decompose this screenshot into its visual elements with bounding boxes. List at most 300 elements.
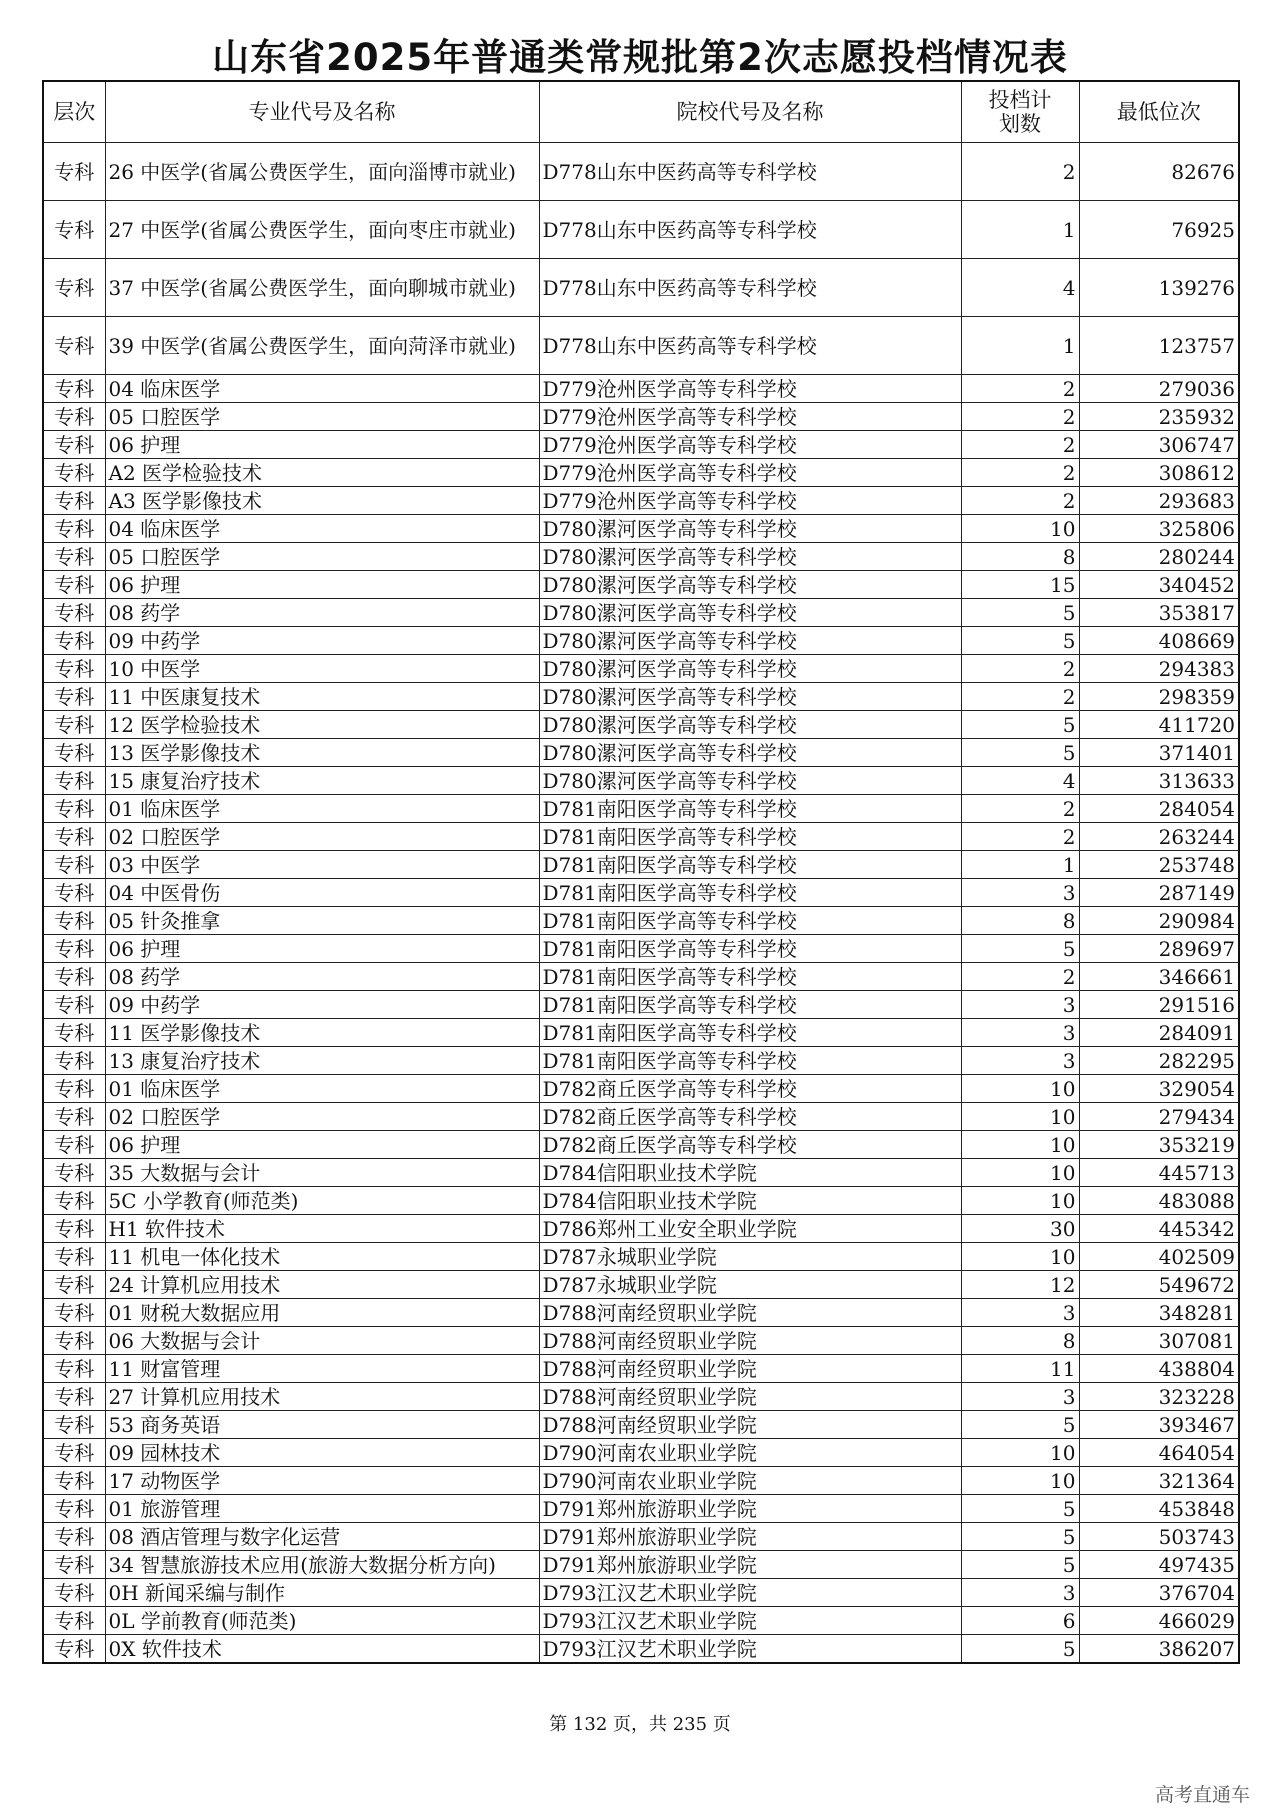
cell-plan: 5	[961, 1411, 1079, 1439]
cell-school: D787永城职业学院	[539, 1243, 961, 1271]
cell-school: D791郑州旅游职业学院	[539, 1551, 961, 1579]
header-major: 专业代号及名称	[105, 81, 539, 143]
cell-rank: 290984	[1079, 907, 1239, 935]
cell-plan: 15	[961, 571, 1079, 599]
cell-school: D780漯河医学高等专科学校	[539, 543, 961, 571]
cell-school: D793江汉艺术职业学院	[539, 1579, 961, 1607]
cell-level: 专科	[43, 851, 105, 879]
cell-rank: 282295	[1079, 1047, 1239, 1075]
cell-major: 06 护理	[105, 571, 539, 599]
cell-rank: 323228	[1079, 1383, 1239, 1411]
cell-rank: 280244	[1079, 543, 1239, 571]
cell-major: 15 康复治疗技术	[105, 767, 539, 795]
table-row	[43, 823, 1239, 851]
table-row	[43, 1187, 1239, 1215]
table-header-row	[43, 81, 1239, 143]
cell-plan: 3	[961, 879, 1079, 907]
cell-rank: 445342	[1079, 1215, 1239, 1243]
table-row	[43, 1383, 1239, 1411]
cell-rank: 279036	[1079, 375, 1239, 403]
cell-major: 39 中医学(省属公费医学生，面向菏泽市就业)	[105, 317, 539, 375]
cell-major: 06 护理	[105, 1131, 539, 1159]
cell-school: D781南阳医学高等专科学校	[539, 851, 961, 879]
cell-school: D781南阳医学高等专科学校	[539, 879, 961, 907]
cell-major: 01 临床医学	[105, 1075, 539, 1103]
table-row	[43, 767, 1239, 795]
cell-level: 专科	[43, 963, 105, 991]
cell-level: 专科	[43, 1635, 105, 1664]
cell-rank: 549672	[1079, 1271, 1239, 1299]
cell-rank: 393467	[1079, 1411, 1239, 1439]
cell-major: 27 中医学(省属公费医学生，面向枣庄市就业)	[105, 201, 539, 259]
cell-rank: 291516	[1079, 991, 1239, 1019]
cell-level: 专科	[43, 1495, 105, 1523]
cell-plan: 2	[961, 795, 1079, 823]
cell-rank: 408669	[1079, 627, 1239, 655]
cell-rank: 82676	[1079, 143, 1239, 201]
cell-school: D780漯河医学高等专科学校	[539, 739, 961, 767]
cell-school: D793江汉艺术职业学院	[539, 1635, 961, 1664]
cell-plan: 2	[961, 655, 1079, 683]
cell-plan: 3	[961, 1579, 1079, 1607]
cell-rank: 308612	[1079, 459, 1239, 487]
cell-plan: 5	[961, 739, 1079, 767]
table-row	[43, 487, 1239, 515]
cell-rank: 445713	[1079, 1159, 1239, 1187]
cell-level: 专科	[43, 1187, 105, 1215]
cell-school: D793江汉艺术职业学院	[539, 1607, 961, 1635]
table-row	[43, 1467, 1239, 1495]
cell-school: D781南阳医学高等专科学校	[539, 991, 961, 1019]
cell-major: 02 口腔医学	[105, 823, 539, 851]
cell-plan: 1	[961, 201, 1079, 259]
watermark: 高考直通车	[1154, 1784, 1250, 1806]
cell-major: 01 财税大数据应用	[105, 1299, 539, 1327]
cell-school: D780漯河医学高等专科学校	[539, 627, 961, 655]
page-title: 山东省2025年普通类常规批第2次志愿投档情况表	[212, 36, 1068, 79]
cell-major: 11 医学影像技术	[105, 1019, 539, 1047]
cell-level: 专科	[43, 143, 105, 201]
table-row	[43, 935, 1239, 963]
cell-level: 专科	[43, 1579, 105, 1607]
cell-major: 08 酒店管理与数字化运营	[105, 1523, 539, 1551]
cell-major: 01 旅游管理	[105, 1495, 539, 1523]
cell-school: D788河南经贸职业学院	[539, 1383, 961, 1411]
cell-plan: 4	[961, 259, 1079, 317]
table-row	[43, 143, 1239, 201]
table-row	[43, 1551, 1239, 1579]
cell-school: D779沧州医学高等专科学校	[539, 459, 961, 487]
cell-level: 专科	[43, 317, 105, 375]
table-row	[43, 963, 1239, 991]
cell-school: D786郑州工业安全职业学院	[539, 1215, 961, 1243]
cell-rank: 353817	[1079, 599, 1239, 627]
table-row	[43, 1075, 1239, 1103]
admission-table	[42, 80, 1240, 1664]
table-row	[43, 1103, 1239, 1131]
cell-school: D782商丘医学高等专科学校	[539, 1075, 961, 1103]
cell-plan: 10	[961, 1103, 1079, 1131]
table-row	[43, 1299, 1239, 1327]
cell-rank: 289697	[1079, 935, 1239, 963]
cell-school: D780漯河医学高等专科学校	[539, 515, 961, 543]
cell-rank: 294383	[1079, 655, 1239, 683]
cell-plan: 5	[961, 1635, 1079, 1664]
table-row	[43, 1327, 1239, 1355]
table-row	[43, 1271, 1239, 1299]
cell-plan: 3	[961, 1383, 1079, 1411]
cell-plan: 2	[961, 963, 1079, 991]
table-row	[43, 1047, 1239, 1075]
cell-level: 专科	[43, 1299, 105, 1327]
cell-level: 专科	[43, 1467, 105, 1495]
cell-school: D790河南农业职业学院	[539, 1439, 961, 1467]
cell-rank: 466029	[1079, 1607, 1239, 1635]
table-row	[43, 1635, 1239, 1664]
header-level: 层次	[43, 81, 105, 143]
cell-level: 专科	[43, 1131, 105, 1159]
cell-school: D778山东中医药高等专科学校	[539, 201, 961, 259]
table-row	[43, 1579, 1239, 1607]
cell-school: D788河南经贸职业学院	[539, 1327, 961, 1355]
cell-rank: 139276	[1079, 259, 1239, 317]
table-row	[43, 431, 1239, 459]
cell-school: D781南阳医学高等专科学校	[539, 795, 961, 823]
cell-level: 专科	[43, 1411, 105, 1439]
cell-plan: 10	[961, 515, 1079, 543]
cell-school: D778山东中医药高等专科学校	[539, 143, 961, 201]
cell-school: D784信阳职业技术学院	[539, 1187, 961, 1215]
cell-level: 专科	[43, 627, 105, 655]
cell-plan: 3	[961, 1019, 1079, 1047]
table-row	[43, 627, 1239, 655]
cell-major: 11 中医康复技术	[105, 683, 539, 711]
cell-plan: 2	[961, 431, 1079, 459]
cell-plan: 2	[961, 375, 1079, 403]
cell-level: 专科	[43, 1243, 105, 1271]
table-row	[43, 375, 1239, 403]
header-school: 院校代号及名称	[539, 81, 961, 143]
cell-major: 13 康复治疗技术	[105, 1047, 539, 1075]
cell-plan: 5	[961, 1523, 1079, 1551]
cell-rank: 483088	[1079, 1187, 1239, 1215]
cell-plan: 5	[961, 711, 1079, 739]
cell-rank: 298359	[1079, 683, 1239, 711]
cell-school: D791郑州旅游职业学院	[539, 1523, 961, 1551]
cell-plan: 10	[961, 1187, 1079, 1215]
cell-school: D790河南农业职业学院	[539, 1467, 961, 1495]
cell-major: 01 临床医学	[105, 795, 539, 823]
cell-level: 专科	[43, 879, 105, 907]
cell-major: 0L 学前教育(师范类)	[105, 1607, 539, 1635]
cell-level: 专科	[43, 201, 105, 259]
cell-school: D781南阳医学高等专科学校	[539, 823, 961, 851]
cell-rank: 438804	[1079, 1355, 1239, 1383]
cell-school: D781南阳医学高等专科学校	[539, 1019, 961, 1047]
cell-level: 专科	[43, 739, 105, 767]
cell-rank: 76925	[1079, 201, 1239, 259]
cell-plan: 4	[961, 767, 1079, 795]
cell-rank: 411720	[1079, 711, 1239, 739]
cell-school: D780漯河医学高等专科学校	[539, 711, 961, 739]
cell-plan: 2	[961, 143, 1079, 201]
cell-major: 35 大数据与会计	[105, 1159, 539, 1187]
cell-level: 专科	[43, 515, 105, 543]
table-row	[43, 259, 1239, 317]
cell-level: 专科	[43, 823, 105, 851]
cell-plan: 11	[961, 1355, 1079, 1383]
cell-major: 05 口腔医学	[105, 403, 539, 431]
cell-plan: 8	[961, 907, 1079, 935]
cell-level: 专科	[43, 1439, 105, 1467]
cell-level: 专科	[43, 431, 105, 459]
cell-rank: 287149	[1079, 879, 1239, 907]
cell-rank: 306747	[1079, 431, 1239, 459]
header-rank: 最低位次	[1079, 81, 1239, 143]
table-row	[43, 1243, 1239, 1271]
cell-major: 04 中医骨伤	[105, 879, 539, 907]
cell-school: D781南阳医学高等专科学校	[539, 907, 961, 935]
cell-level: 专科	[43, 571, 105, 599]
cell-school: D788河南经贸职业学院	[539, 1411, 961, 1439]
cell-level: 专科	[43, 1271, 105, 1299]
table-row	[43, 851, 1239, 879]
cell-rank: 503743	[1079, 1523, 1239, 1551]
cell-plan: 2	[961, 459, 1079, 487]
cell-school: D778山东中医药高等专科学校	[539, 259, 961, 317]
cell-level: 专科	[43, 767, 105, 795]
cell-plan: 10	[961, 1439, 1079, 1467]
cell-plan: 3	[961, 1299, 1079, 1327]
cell-school: D781南阳医学高等专科学校	[539, 963, 961, 991]
cell-major: A3 医学影像技术	[105, 487, 539, 515]
cell-rank: 325806	[1079, 515, 1239, 543]
cell-rank: 321364	[1079, 1467, 1239, 1495]
cell-major: H1 软件技术	[105, 1215, 539, 1243]
cell-major: 26 中医学(省属公费医学生，面向淄博市就业)	[105, 143, 539, 201]
cell-major: 11 机电一体化技术	[105, 1243, 539, 1271]
cell-rank: 313633	[1079, 767, 1239, 795]
cell-level: 专科	[43, 1383, 105, 1411]
cell-level: 专科	[43, 487, 105, 515]
table-row	[43, 201, 1239, 259]
table-body	[43, 143, 1239, 1664]
cell-major: 05 口腔医学	[105, 543, 539, 571]
table-row	[43, 515, 1239, 543]
table-row	[43, 683, 1239, 711]
table-row	[43, 1159, 1239, 1187]
cell-major: 08 药学	[105, 963, 539, 991]
cell-major: 08 药学	[105, 599, 539, 627]
cell-plan: 2	[961, 823, 1079, 851]
cell-rank: 386207	[1079, 1635, 1239, 1664]
table-row	[43, 711, 1239, 739]
table-row	[43, 599, 1239, 627]
cell-major: 17 动物医学	[105, 1467, 539, 1495]
cell-school: D791郑州旅游职业学院	[539, 1495, 961, 1523]
cell-rank: 293683	[1079, 487, 1239, 515]
cell-school: D779沧州医学高等专科学校	[539, 403, 961, 431]
header-plan: 投档计划数	[961, 81, 1079, 143]
cell-rank: 497435	[1079, 1551, 1239, 1579]
cell-level: 专科	[43, 1215, 105, 1243]
cell-plan: 5	[961, 1495, 1079, 1523]
cell-school: D780漯河医学高等专科学校	[539, 599, 961, 627]
cell-major: 06 大数据与会计	[105, 1327, 539, 1355]
cell-level: 专科	[43, 543, 105, 571]
cell-major: 37 中医学(省属公费医学生，面向聊城市就业)	[105, 259, 539, 317]
cell-rank: 346661	[1079, 963, 1239, 991]
cell-school: D779沧州医学高等专科学校	[539, 487, 961, 515]
cell-plan: 8	[961, 1327, 1079, 1355]
cell-plan: 5	[961, 599, 1079, 627]
cell-rank: 402509	[1079, 1243, 1239, 1271]
cell-rank: 464054	[1079, 1439, 1239, 1467]
cell-level: 专科	[43, 711, 105, 739]
cell-level: 专科	[43, 1019, 105, 1047]
cell-school: D779沧州医学高等专科学校	[539, 431, 961, 459]
cell-plan: 1	[961, 851, 1079, 879]
cell-school: D780漯河医学高等专科学校	[539, 683, 961, 711]
cell-rank: 307081	[1079, 1327, 1239, 1355]
cell-school: D781南阳医学高等专科学校	[539, 1047, 961, 1075]
cell-major: 5C 小学教育(师范类)	[105, 1187, 539, 1215]
table-row	[43, 1439, 1239, 1467]
table-row	[43, 1607, 1239, 1635]
cell-level: 专科	[43, 1327, 105, 1355]
cell-major: 09 园林技术	[105, 1439, 539, 1467]
cell-plan: 2	[961, 683, 1079, 711]
table-row	[43, 571, 1239, 599]
cell-plan: 10	[961, 1467, 1079, 1495]
cell-school: D781南阳医学高等专科学校	[539, 935, 961, 963]
cell-school: D788河南经贸职业学院	[539, 1299, 961, 1327]
cell-level: 专科	[43, 935, 105, 963]
cell-plan: 3	[961, 991, 1079, 1019]
cell-rank: 371401	[1079, 739, 1239, 767]
cell-rank: 329054	[1079, 1075, 1239, 1103]
cell-level: 专科	[43, 1103, 105, 1131]
cell-plan: 30	[961, 1215, 1079, 1243]
table-row	[43, 879, 1239, 907]
cell-rank: 284054	[1079, 795, 1239, 823]
table-row	[43, 1411, 1239, 1439]
cell-rank: 279434	[1079, 1103, 1239, 1131]
table-row	[43, 543, 1239, 571]
cell-school: D787永城职业学院	[539, 1271, 961, 1299]
cell-level: 专科	[43, 459, 105, 487]
cell-plan: 10	[961, 1075, 1079, 1103]
page-footer: 第 132 页，共 235 页	[549, 1714, 731, 1735]
cell-major: 10 中医学	[105, 655, 539, 683]
cell-rank: 348281	[1079, 1299, 1239, 1327]
table-row	[43, 907, 1239, 935]
cell-major: 09 中药学	[105, 627, 539, 655]
table-row	[43, 1019, 1239, 1047]
cell-plan: 2	[961, 403, 1079, 431]
cell-school: D788河南经贸职业学院	[539, 1355, 961, 1383]
table-row	[43, 403, 1239, 431]
cell-rank: 353219	[1079, 1131, 1239, 1159]
cell-major: 02 口腔医学	[105, 1103, 539, 1131]
cell-level: 专科	[43, 403, 105, 431]
cell-school: D780漯河医学高等专科学校	[539, 767, 961, 795]
cell-rank: 253748	[1079, 851, 1239, 879]
table-row	[43, 739, 1239, 767]
cell-school: D784信阳职业技术学院	[539, 1159, 961, 1187]
cell-plan: 10	[961, 1131, 1079, 1159]
cell-major: 03 中医学	[105, 851, 539, 879]
cell-level: 专科	[43, 991, 105, 1019]
cell-major: 06 护理	[105, 431, 539, 459]
cell-school: D778山东中医药高等专科学校	[539, 317, 961, 375]
cell-level: 专科	[43, 795, 105, 823]
cell-school: D782商丘医学高等专科学校	[539, 1103, 961, 1131]
cell-plan: 12	[961, 1271, 1079, 1299]
cell-plan: 3	[961, 1047, 1079, 1075]
table-row	[43, 1215, 1239, 1243]
cell-level: 专科	[43, 259, 105, 317]
cell-rank: 123757	[1079, 317, 1239, 375]
cell-plan: 10	[961, 1159, 1079, 1187]
table-row	[43, 1355, 1239, 1383]
table-row	[43, 459, 1239, 487]
cell-major: 27 计算机应用技术	[105, 1383, 539, 1411]
cell-major: 06 护理	[105, 935, 539, 963]
cell-plan: 8	[961, 543, 1079, 571]
cell-major: 04 临床医学	[105, 375, 539, 403]
cell-plan: 10	[961, 1243, 1079, 1271]
table-row	[43, 1131, 1239, 1159]
cell-major: 11 财富管理	[105, 1355, 539, 1383]
cell-major: 34 智慧旅游技术应用(旅游大数据分析方向)	[105, 1551, 539, 1579]
cell-level: 专科	[43, 683, 105, 711]
cell-plan: 5	[961, 627, 1079, 655]
cell-rank: 376704	[1079, 1579, 1239, 1607]
cell-plan: 2	[961, 487, 1079, 515]
cell-major: 12 医学检验技术	[105, 711, 539, 739]
cell-school: D780漯河医学高等专科学校	[539, 571, 961, 599]
cell-plan: 5	[961, 1551, 1079, 1579]
cell-level: 专科	[43, 1159, 105, 1187]
table-row	[43, 317, 1239, 375]
cell-major: 09 中药学	[105, 991, 539, 1019]
cell-level: 专科	[43, 375, 105, 403]
cell-level: 专科	[43, 1047, 105, 1075]
cell-plan: 5	[961, 935, 1079, 963]
cell-level: 专科	[43, 907, 105, 935]
cell-plan: 6	[961, 1607, 1079, 1635]
cell-rank: 340452	[1079, 571, 1239, 599]
cell-major: 24 计算机应用技术	[105, 1271, 539, 1299]
cell-level: 专科	[43, 1355, 105, 1383]
cell-rank: 235932	[1079, 403, 1239, 431]
cell-level: 专科	[43, 1075, 105, 1103]
cell-level: 专科	[43, 1607, 105, 1635]
cell-level: 专科	[43, 655, 105, 683]
cell-major: 05 针灸推拿	[105, 907, 539, 935]
cell-level: 专科	[43, 1551, 105, 1579]
cell-school: D779沧州医学高等专科学校	[539, 375, 961, 403]
cell-school: D780漯河医学高等专科学校	[539, 655, 961, 683]
table-row	[43, 991, 1239, 1019]
cell-major: 13 医学影像技术	[105, 739, 539, 767]
cell-major: A2 医学检验技术	[105, 459, 539, 487]
table-row	[43, 795, 1239, 823]
cell-school: D782商丘医学高等专科学校	[539, 1131, 961, 1159]
table-row	[43, 1495, 1239, 1523]
cell-major: 0H 新闻采编与制作	[105, 1579, 539, 1607]
